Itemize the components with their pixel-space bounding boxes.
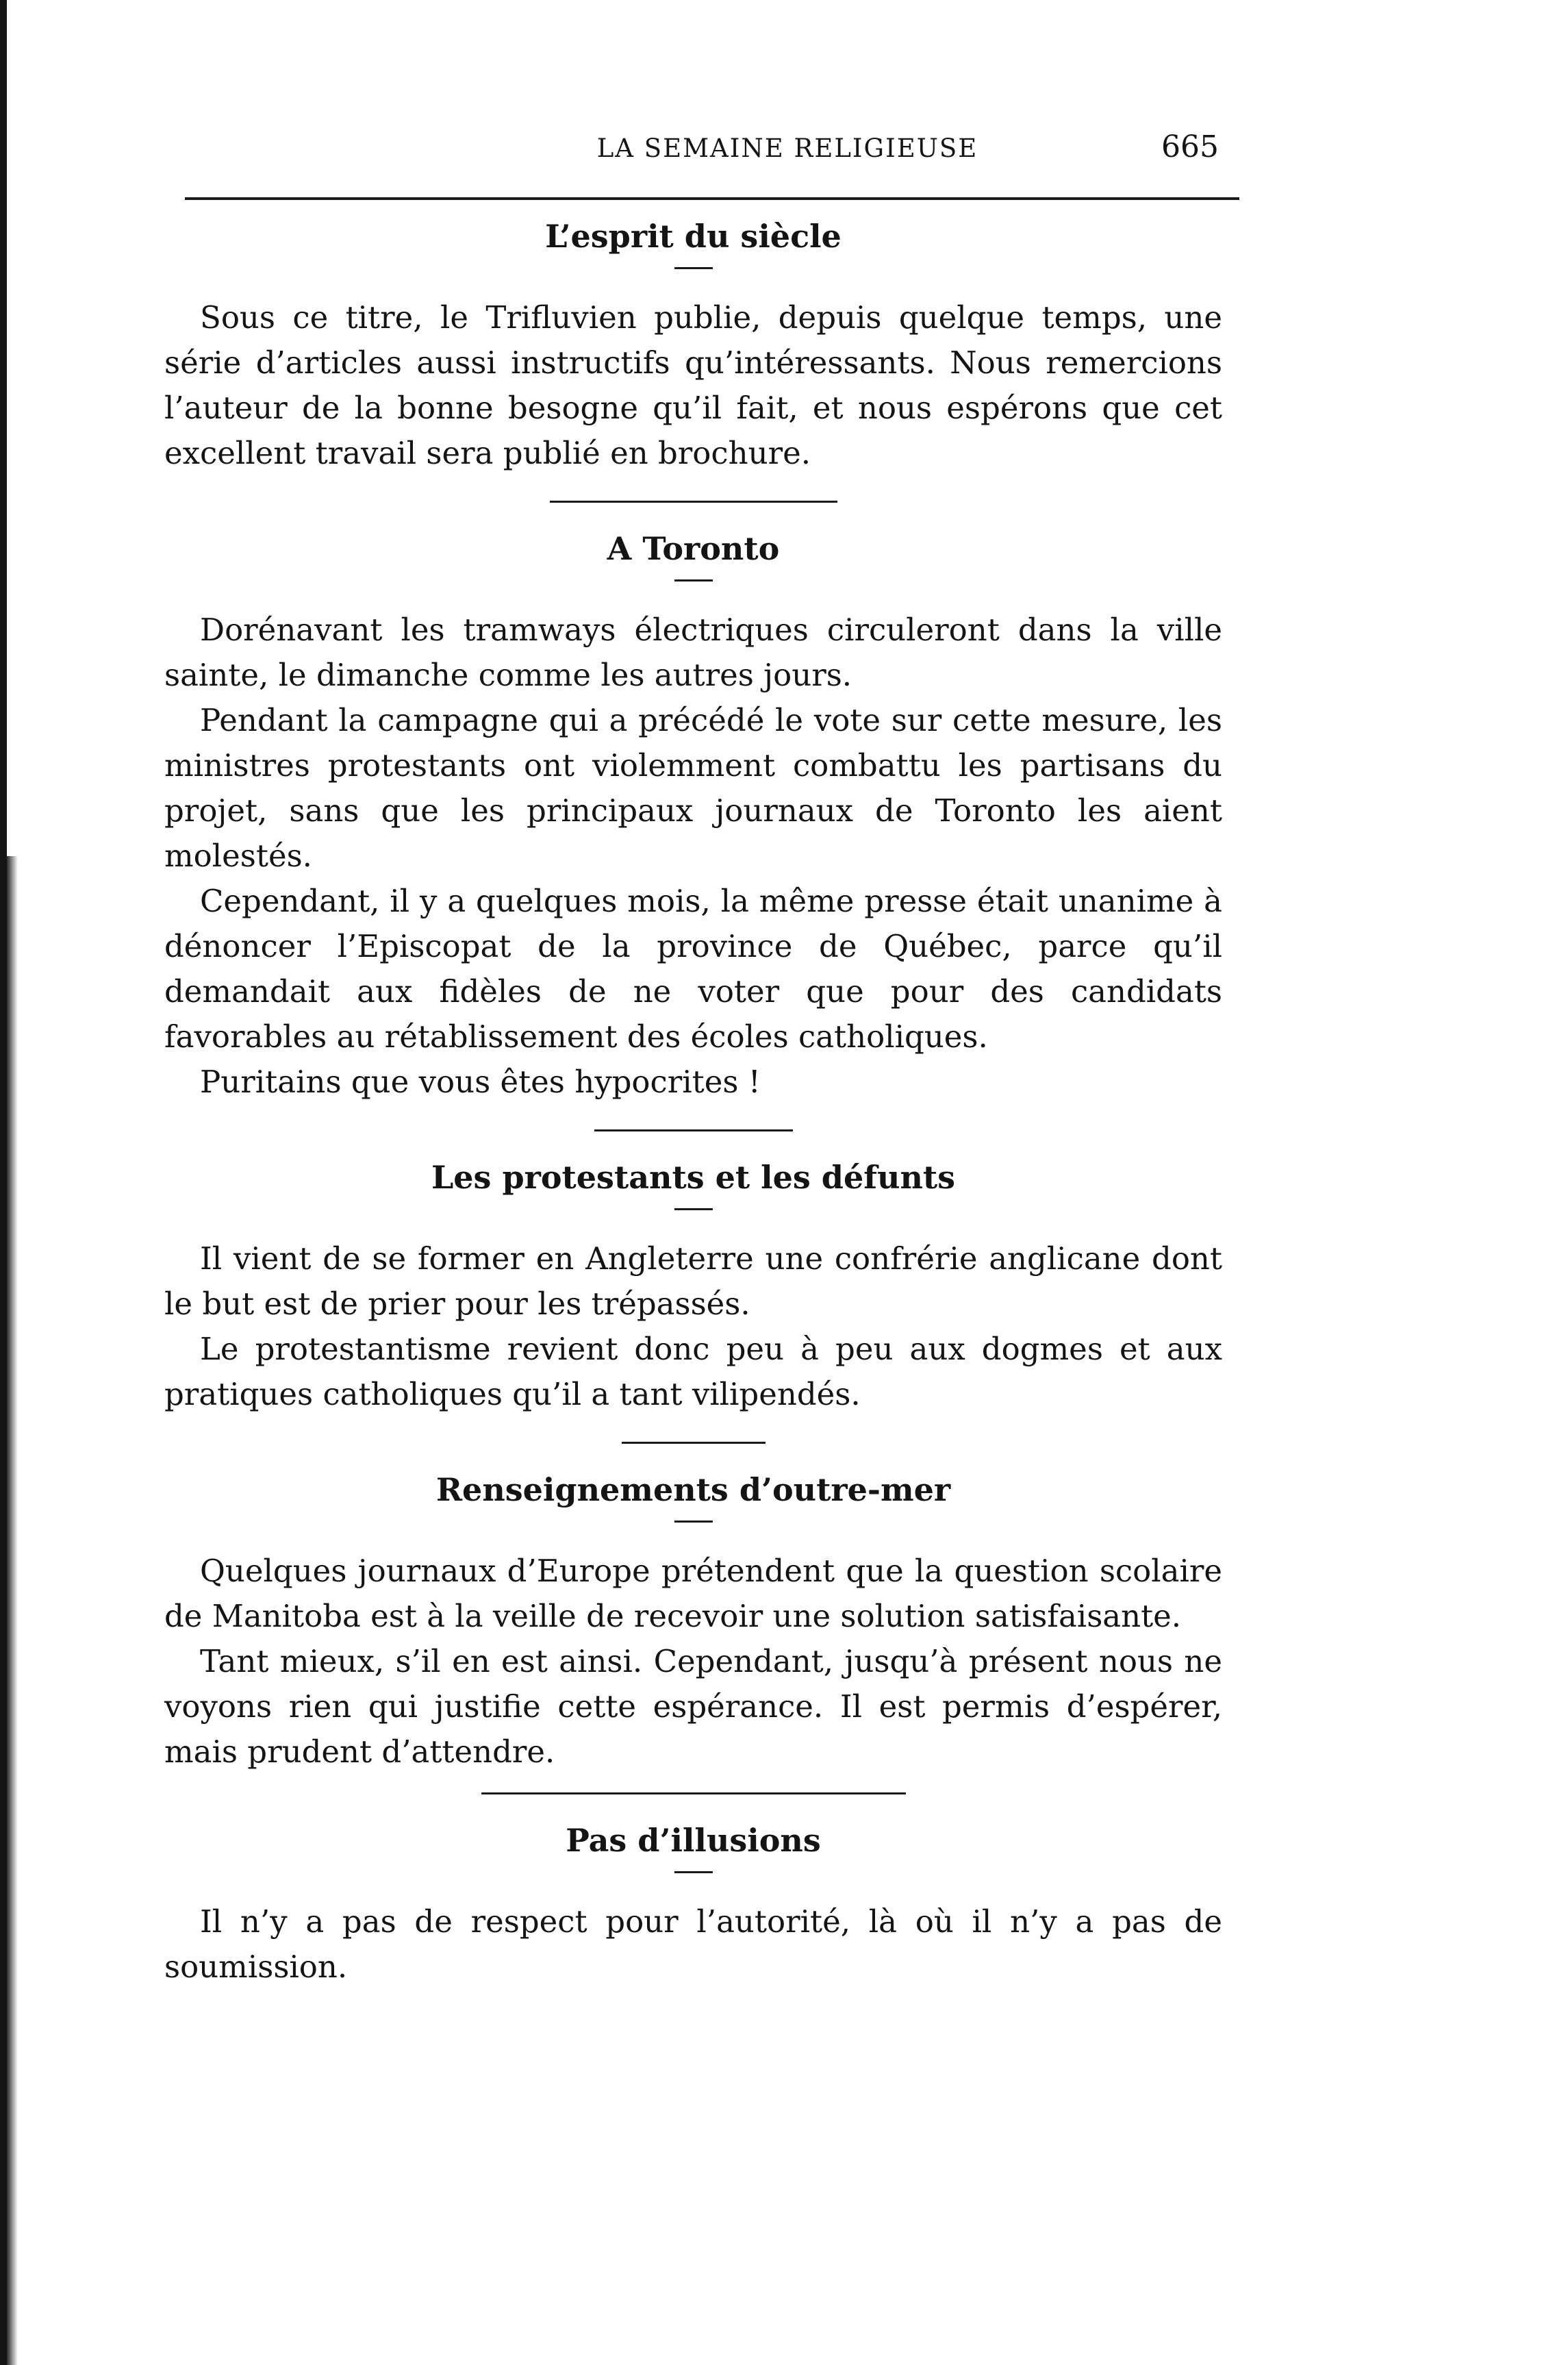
section-separator [622,1442,766,1444]
title-dash [674,579,713,581]
paragraph: Le protestantisme revient donc peu à peu aux dogmes et aux pratiques catholiques qu’il a tant vilipendés. [164,1331,1222,1412]
paragraph: Cependant, il y a quelques mois, la même presse était unanime à dénoncer l’Episcopat de la province de Québec, parce qu’il demandait aux fidèles de ne voter que pour des candidats favorables au rétablissement des écoles catholiques. [164,883,1222,1055]
section-separator [550,501,837,503]
paragraph: Quelques journaux d’Europe prétendent que la question scolaire de Manitoba est à la veille de recevoir une solution satisfaisante. [164,1553,1222,1634]
paragraph: Il n’y a pas de respect pour l’autorité, là où il n’y a pas de soumission. [164,1903,1222,1985]
section-a-toronto [164,526,1222,1105]
running-head [185,129,1219,175]
book-spine-edge [0,0,7,2365]
gutter-shadow [7,856,18,2365]
title-dash [674,1871,713,1873]
article-column [164,214,1222,1990]
header-rule [185,197,1239,200]
paragraph: Dorénavant les tramways électriques circuleront dans la ville sainte, le dimanche comme les autres jours. [164,612,1222,693]
section-title: Renseignements d’outre-mer [435,1471,951,1508]
section-protestants-defunts [164,1155,1222,1417]
paragraph: Tant mieux, s’il en est ainsi. Cependant, jusqu’à présent nous ne voyons rien qui justifie cette espérance. Il est permis d’espérer, mais prudent d’attendre. [164,1643,1222,1770]
section-pas-d-illusions [164,1818,1222,1990]
section-esprit-du-siecle [164,214,1222,476]
section-separator [481,1792,906,1794]
title-dash [674,1521,713,1523]
page-number: 665 [1161,129,1219,164]
running-title: LA SEMAINE RELIGIEUSE [596,134,978,163]
section-title: Pas d’illusions [566,1822,821,1859]
section-renseignements [164,1467,1222,1775]
title-dash [674,267,713,269]
paragraph: Pendant la campagne qui a précédé le vote sur cette mesure, les ministres protestants ont violemment combattu les partisans du projet, sans que les principaux journaux de Toronto les aient molestés. [164,702,1222,874]
paragraph: Puritains que vous êtes hypocrites ! [200,1064,761,1100]
paragraph: Il vient de se former en Angleterre une confrérie anglicane dont le but est de prier pour les trépassés. [164,1240,1222,1322]
title-dash [674,1208,713,1210]
section-title: L’esprit du siècle [545,218,842,255]
paragraph: Sous ce titre, le Trifluvien publie, depuis quelque temps, une série d’articles aussi instructifs qu’intéressants. Nous remercions l’auteur de la bonne besogne qu’il fait, et nous espérons que cet excellent travail sera publié en brochure. [164,299,1222,471]
section-title: Les protestants et les défunts [431,1159,956,1196]
section-separator [594,1129,793,1131]
section-title: A Toronto [607,530,780,567]
